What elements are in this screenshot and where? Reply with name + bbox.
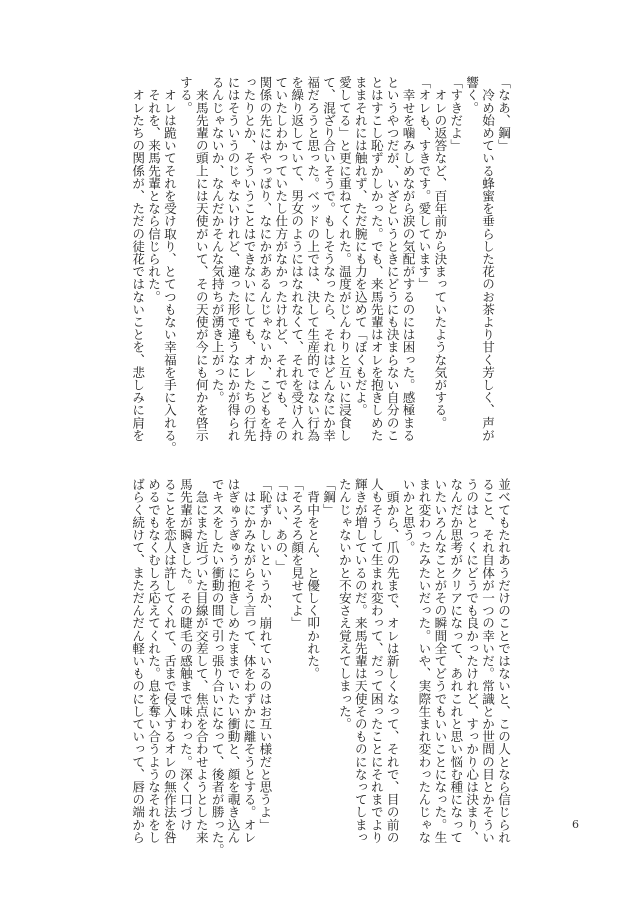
text-line: 「はい、あの、」 <box>273 478 289 573</box>
text-line: 響く。 <box>464 76 480 114</box>
text-line: 背中をとん、と優しく叩かれた。 <box>305 478 321 680</box>
text-line: というやつだが、いざというときにどうにも決まらない自分のこ <box>384 76 400 442</box>
text-line: 馬先輩が瞬きした。その睫毛の感触まで味わった。深く口づけ <box>177 478 193 831</box>
text-line: まれ変わったみたいだった。いや、実際生まれ変わったんじゃな <box>416 478 432 844</box>
text-line: オレの返答など、百年前から決まっていたような気がする。 <box>432 76 448 429</box>
text-line: を繰り返していて、男女のようにはなれなくて、それを受け入れ <box>289 76 305 442</box>
text-line: にはそういうのじゃないけれど、違った形で違うなにかが得られ <box>225 76 241 442</box>
text-line: めるでもなくむしろ応えてくれた。息を奪い合うようなそれをし <box>146 478 162 844</box>
text-line: オレは跪いてそれを受け取り、とてつもない幸福を手に入れる。 <box>161 76 177 454</box>
text-line: でキスをしたい衝動の間で引っ張り合いになって、後者が勝った。 <box>209 478 225 856</box>
text-line: たんじゃないかと不安さえ覚えてしまった。 <box>336 478 352 730</box>
text-line: 「鋼」 <box>321 478 337 516</box>
text-line: オレたちの関係が、ただの徒花ではないことを、悲しみに肩を <box>130 76 146 442</box>
text-line: 「オレも、すきです。愛しています」 <box>416 76 432 291</box>
text-line: ること、それ自体が一つの幸いだ。常識とか世間の目とかそうい <box>480 478 496 844</box>
text-line: て、混ざり合いそうで。もしそうなったら、それはどんなにか幸 <box>321 76 337 442</box>
text-line: ままそれには触れず、ただ腕にも力を込めて「ぼくもだよ。 <box>352 76 368 417</box>
text-line: 関係の先にはやっぱり、なにかがあるんじゃないか、こどもを持 <box>257 76 273 442</box>
text-line: るんじゃないか、なんだかそんな気持ちが湧き上がった。 <box>209 76 225 404</box>
text-line: いかと思う。 <box>400 478 416 554</box>
text-line: 人もそうして生まれ変わって、だって困ったことにそれまでより <box>368 478 384 844</box>
text-line: 幸せを噛みしめながら涙の気配がするのには困った。感極まる <box>400 76 416 442</box>
text-line: はぎゅうぎゅうに抱きしめたままでいたい衝動と、顔を覗き込ん <box>225 478 241 844</box>
text-line: うのはとっくにどうでも良かったけれど、すっかり心は決まり、 <box>464 478 480 844</box>
text-line: ったりとか、そういうことはできないにしても、オレたちの行先 <box>241 76 257 442</box>
text-line: 急にまた近づいた目線が交差して、焦点を合わせようとした来 <box>193 478 209 844</box>
text-line: とはすこし恥ずかしかった。でも、来馬先輩はオレを抱きしめた <box>368 76 384 442</box>
text-line: 「なあ、鋼」 <box>496 76 511 152</box>
text-line: それを、来馬先輩となら信じられた。 <box>146 76 162 303</box>
text-line: ていたしわかっていたし仕方がなかったけれど、それでも、その <box>273 76 289 442</box>
text-line: ることを恋人は許してくれて、舌まで侵入するオレの無作法を咎 <box>161 478 177 844</box>
text-line: 愛してる」と更に重ねてくれた。温度がじんわりと互いに浸食し <box>336 76 352 442</box>
text-line: 「そろそろ顔を見せてよ」 <box>289 478 305 630</box>
page-number: 6 <box>572 818 579 831</box>
text-line: 「恥ずかしいというか、崩れているのはお互い様だと思うよ」 <box>257 478 273 831</box>
text-line: ばらく続けて、まただんだん軽いものにしていって、唇の端から <box>130 478 146 844</box>
text-line: 福だろうと思った。ベッドの上では、決して生産的ではない行為 <box>305 76 321 442</box>
text-line: 冷め始めている蜂蜜を垂らした花のお茶より甘く芳しく、声が <box>480 76 496 442</box>
upper-text-block <box>129 76 511 460</box>
text-line: はにかみながらそう言って、体をわずかに離そうとする。オレ <box>241 478 257 844</box>
lower-text-block <box>129 478 511 862</box>
text-line: なんだか思考がクリアになって、あれこれと思い悩む種になって <box>448 478 464 844</box>
text-line: 「すきだよ」 <box>448 76 464 152</box>
text-line: 並べてもたれあうだけのことではないと、この人となら信じられ <box>496 478 511 844</box>
text-line: 輝きが増しているのだ。来馬先輩は天使そのものになってしまっ <box>352 478 368 844</box>
text-line: 来馬先輩の頭上には天使がいて、その天使が今にも何かを啓示 <box>193 76 209 442</box>
text-line: する。 <box>177 76 193 114</box>
text-line: いたいろんなことがその瞬間全てどうでもいいことになった。生 <box>432 478 448 844</box>
text-line: 頭から、爪の先まで、オレは新しくなって、それで、目の前の <box>384 478 400 844</box>
